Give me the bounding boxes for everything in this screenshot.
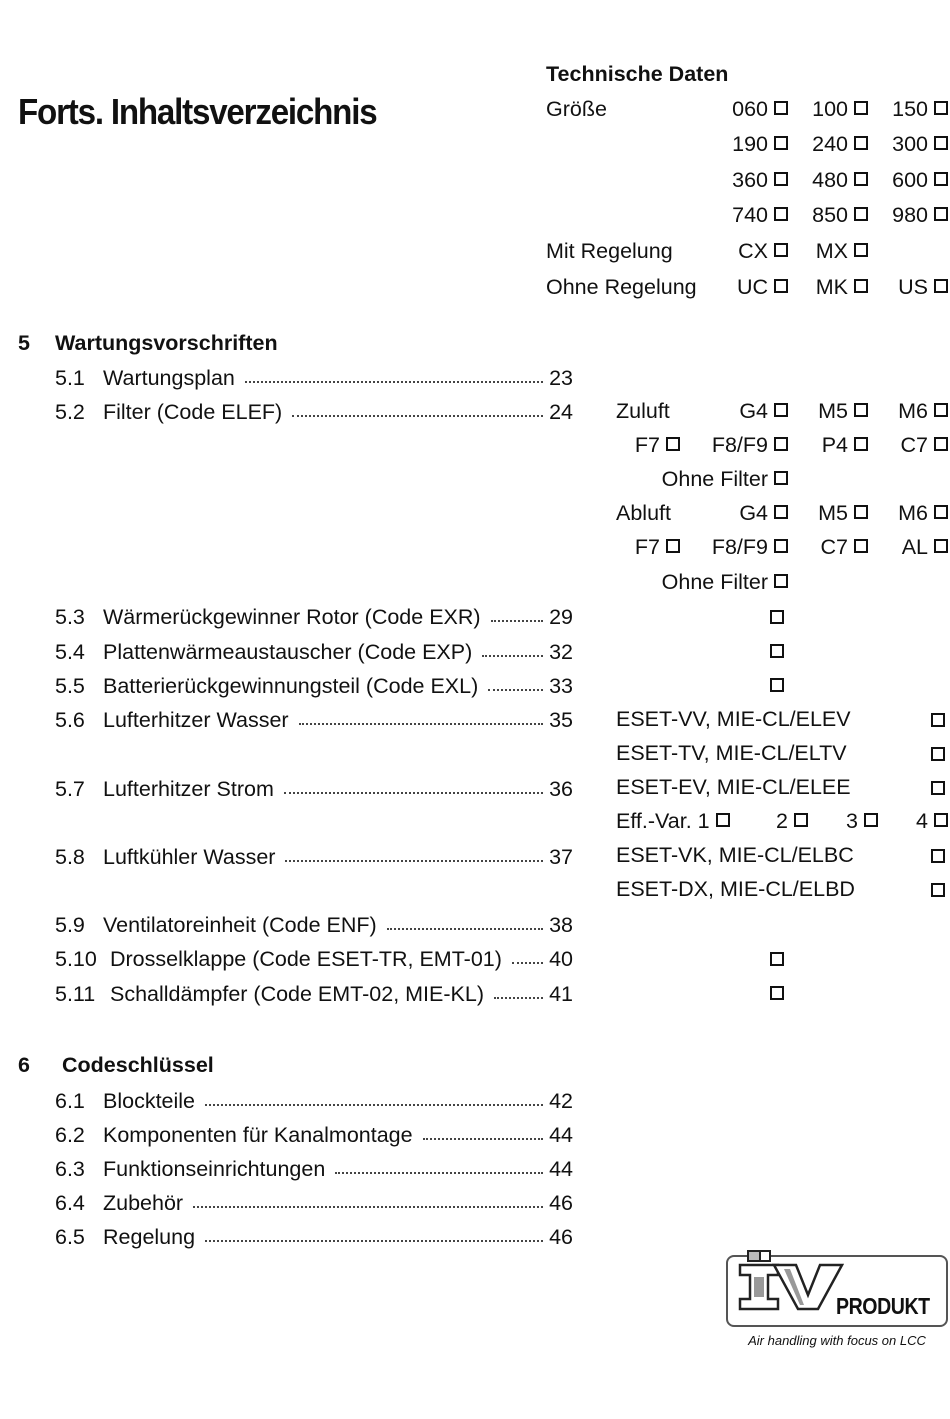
- ohne-regelung-label: Ohne Regelung: [546, 275, 697, 299]
- checkbox-icon[interactable]: [934, 403, 948, 417]
- size-option[interactable]: 850: [780, 205, 868, 227]
- filter-option[interactable]: Ohne Filter: [620, 572, 788, 594]
- toc-title: Ventilatoreinheit (Code ENF): [103, 913, 377, 937]
- checkbox-icon[interactable]: [934, 539, 948, 553]
- toc-number: 5.1: [55, 366, 85, 390]
- toc-title: Wärmerückgewinner Rotor (Code EXR): [103, 605, 481, 629]
- tech-heading: Technische Daten: [546, 62, 729, 86]
- eff-var-option[interactable]: 3: [810, 811, 878, 833]
- toc-entry[interactable]: [55, 982, 573, 1006]
- toc-title: Komponenten für Kanalmontage: [103, 1123, 413, 1147]
- toc-number: 5.6: [55, 708, 85, 732]
- toc-title: Zubehör: [103, 1191, 184, 1215]
- toc-number: 5.5: [55, 674, 85, 698]
- toc-title: Drosselklappe (Code ESET-TR, EMT-01): [110, 947, 502, 971]
- checkbox-icon[interactable]: [934, 437, 948, 451]
- toc-title: Luftkühler Wasser: [103, 845, 276, 869]
- toc-page: 46: [549, 1191, 573, 1215]
- size-option[interactable]: 150: [860, 99, 948, 121]
- toc-page: 35: [549, 708, 573, 732]
- toc-entry[interactable]: [55, 845, 573, 869]
- toc-number: 5.10: [55, 947, 97, 971]
- toc-entry[interactable]: [55, 1157, 573, 1181]
- checkbox-icon[interactable]: [716, 813, 730, 827]
- checkbox-icon[interactable]: [770, 984, 784, 1006]
- size-option[interactable]: 360: [700, 170, 788, 192]
- eff-var-option[interactable]: 2: [740, 811, 808, 833]
- checkbox-icon[interactable]: [770, 950, 784, 972]
- size-option[interactable]: 980: [860, 205, 948, 227]
- checkbox-icon[interactable]: [864, 813, 878, 827]
- zuluft-label: Zuluft: [616, 399, 670, 423]
- heater-option-label: ESET-EV, MIE-CL/ELEE: [616, 775, 851, 799]
- toc-page: 37: [549, 845, 573, 869]
- toc-entry[interactable]: [55, 913, 573, 937]
- filter-option[interactable]: F8/F9: [690, 435, 788, 457]
- filter-option[interactable]: M5: [780, 503, 868, 525]
- checkbox-icon[interactable]: [934, 172, 948, 186]
- leader-dots: [335, 1168, 543, 1174]
- checkbox-icon[interactable]: [934, 136, 948, 150]
- checkbox-icon[interactable]: [770, 608, 784, 630]
- toc-entry[interactable]: [55, 1191, 573, 1215]
- toc-entry[interactable]: [55, 1225, 573, 1249]
- leader-dots: [494, 993, 543, 999]
- toc-number: 6.3: [55, 1157, 85, 1181]
- toc-number: 5.3: [55, 605, 85, 629]
- checkbox-icon[interactable]: [934, 101, 948, 115]
- toc-number: 5.4: [55, 640, 85, 664]
- toc-page: 44: [549, 1123, 573, 1147]
- toc-title: Blockteile: [103, 1089, 196, 1113]
- checkbox-icon[interactable]: [770, 642, 784, 664]
- toc-entry[interactable]: [55, 777, 573, 801]
- toc-entry[interactable]: [55, 674, 573, 698]
- regelung-option[interactable]: MX: [780, 241, 868, 263]
- leader-dots: [423, 1134, 543, 1140]
- filter-option[interactable]: F7: [600, 435, 680, 457]
- iv-logo-mark-icon: [734, 1247, 844, 1315]
- checkbox-icon[interactable]: [934, 207, 948, 221]
- regelung-option[interactable]: MK: [780, 277, 868, 299]
- toc-title: Batterierückgewinnungsteil (Code EXL): [103, 674, 479, 698]
- leader-dots: [284, 788, 543, 794]
- checkbox-icon[interactable]: [931, 745, 945, 767]
- mit-regelung-label: Mit Regelung: [546, 239, 673, 263]
- toc-entry[interactable]: [55, 400, 573, 424]
- groesse-label: Größe: [546, 97, 607, 121]
- toc-title: Wartungsplan: [103, 366, 235, 390]
- abluft-label: Abluft: [616, 501, 671, 525]
- toc-entry[interactable]: [55, 1123, 573, 1147]
- filter-option[interactable]: C7: [860, 435, 948, 457]
- checkbox-icon[interactable]: [934, 505, 948, 519]
- page-title: Forts. Inhaltsverzeichnis: [18, 91, 377, 132]
- filter-option[interactable]: Ohne Filter: [620, 469, 788, 491]
- toc-number: 5.8: [55, 845, 85, 869]
- leader-dots: [205, 1100, 543, 1106]
- heater-option-label: ESET-TV, MIE-CL/ELTV: [616, 741, 847, 765]
- size-option[interactable]: 600: [860, 170, 948, 192]
- checkbox-icon[interactable]: [931, 847, 945, 869]
- size-option[interactable]: 240: [780, 134, 868, 156]
- leader-dots: [292, 411, 543, 417]
- filter-option[interactable]: C7: [780, 537, 868, 559]
- checkbox-icon[interactable]: [931, 711, 945, 733]
- size-option[interactable]: 740: [700, 205, 788, 227]
- toc-title: Lufterhitzer Strom: [103, 777, 274, 801]
- toc-number: 5.11: [55, 982, 96, 1006]
- toc-entry[interactable]: [55, 640, 573, 664]
- eff-var-option[interactable]: Eff.-Var. 1: [616, 811, 730, 833]
- toc-page: 23: [549, 366, 573, 390]
- toc-number: 5.7: [55, 777, 85, 801]
- regelung-option[interactable]: UC: [700, 277, 788, 299]
- filter-option[interactable]: AL: [860, 537, 948, 559]
- leader-dots: [488, 685, 543, 691]
- leader-dots: [482, 651, 543, 657]
- checkbox-icon[interactable]: [934, 813, 948, 827]
- checkbox-icon[interactable]: [666, 437, 680, 451]
- checkbox-icon[interactable]: [770, 676, 784, 698]
- regelung-option[interactable]: CX: [700, 241, 788, 263]
- company-logo: [726, 1255, 948, 1327]
- toc-title: Filter (Code ELEF): [103, 400, 283, 424]
- checkbox-icon[interactable]: [934, 279, 948, 293]
- toc-page: 44: [549, 1157, 573, 1181]
- filter-option[interactable]: M5: [780, 401, 868, 423]
- logo-tagline: Air handling with focus on LCC: [748, 1333, 926, 1348]
- toc-entry[interactable]: [55, 366, 573, 390]
- section-title: Codeschlüssel: [62, 1053, 214, 1077]
- cooler-option-label: ESET-DX, MIE-CL/ELBD: [616, 877, 855, 901]
- checkbox-icon[interactable]: [774, 574, 788, 588]
- toc-entry[interactable]: [55, 708, 573, 732]
- cooler-option-label: ESET-VK, MIE-CL/ELBC: [616, 843, 854, 867]
- toc-number: 5.9: [55, 913, 85, 937]
- toc-entry[interactable]: [55, 605, 573, 629]
- toc-page: 38: [549, 913, 573, 937]
- filter-option[interactable]: F8/F9: [690, 537, 788, 559]
- section-title: Wartungsvorschriften: [55, 331, 278, 355]
- checkbox-icon[interactable]: [666, 539, 680, 553]
- toc-page: 33: [549, 674, 573, 698]
- leader-dots: [245, 377, 543, 383]
- regelung-option[interactable]: US: [860, 277, 948, 299]
- filter-option[interactable]: G4: [700, 503, 788, 525]
- toc-title: Plattenwärmeaustauscher (Code EXP): [103, 640, 473, 664]
- leader-dots: [512, 958, 543, 964]
- leader-dots: [387, 924, 543, 930]
- section-number: 6: [18, 1053, 30, 1077]
- toc-page: 40: [549, 947, 573, 971]
- filter-option[interactable]: M6: [860, 401, 948, 423]
- toc-title: Lufterhitzer Wasser: [103, 708, 289, 732]
- toc-page: 46: [549, 1225, 573, 1249]
- heater-option-label: ESET-VV, MIE-CL/ELEV: [616, 707, 851, 731]
- toc-page: 24: [549, 400, 573, 424]
- leader-dots: [205, 1236, 543, 1242]
- toc-page: 32: [549, 640, 573, 664]
- toc-number: 6.1: [55, 1089, 85, 1113]
- size-option[interactable]: 190: [700, 134, 788, 156]
- brand-text: PRODUKT: [836, 1293, 930, 1319]
- leader-dots: [285, 856, 543, 862]
- checkbox-icon[interactable]: [931, 779, 945, 801]
- filter-option[interactable]: P4: [780, 435, 868, 457]
- checkbox-icon[interactable]: [774, 471, 788, 485]
- size-option[interactable]: 100: [780, 99, 868, 121]
- toc-page: 41: [549, 982, 573, 1006]
- toc-entry[interactable]: [55, 947, 573, 971]
- toc-title: Schalldämpfer (Code EMT-02, MIE-KL): [110, 982, 484, 1006]
- eff-var-option[interactable]: 4: [880, 811, 948, 833]
- checkbox-icon[interactable]: [854, 243, 868, 257]
- toc-number: 6.4: [55, 1191, 85, 1215]
- filter-option[interactable]: F7: [600, 537, 680, 559]
- filter-option[interactable]: M6: [860, 503, 948, 525]
- leader-dots: [193, 1202, 543, 1208]
- toc-title: Regelung: [103, 1225, 196, 1249]
- toc-number: 6.2: [55, 1123, 85, 1147]
- toc-entry[interactable]: [55, 1089, 573, 1113]
- leader-dots: [299, 719, 543, 725]
- leader-dots: [491, 616, 543, 622]
- checkbox-icon[interactable]: [794, 813, 808, 827]
- size-option[interactable]: 060: [700, 99, 788, 121]
- toc-title: Funktionseinrichtungen: [103, 1157, 326, 1181]
- toc-page: 42: [549, 1089, 573, 1113]
- toc-page: 36: [549, 777, 573, 801]
- checkbox-icon[interactable]: [931, 881, 945, 903]
- size-option[interactable]: 300: [860, 134, 948, 156]
- filter-option[interactable]: G4: [700, 401, 788, 423]
- toc-number: 6.5: [55, 1225, 85, 1249]
- toc-page: 29: [549, 605, 573, 629]
- toc-number: 5.2: [55, 400, 85, 424]
- size-option[interactable]: 480: [780, 170, 868, 192]
- section-number: 5: [18, 331, 30, 355]
